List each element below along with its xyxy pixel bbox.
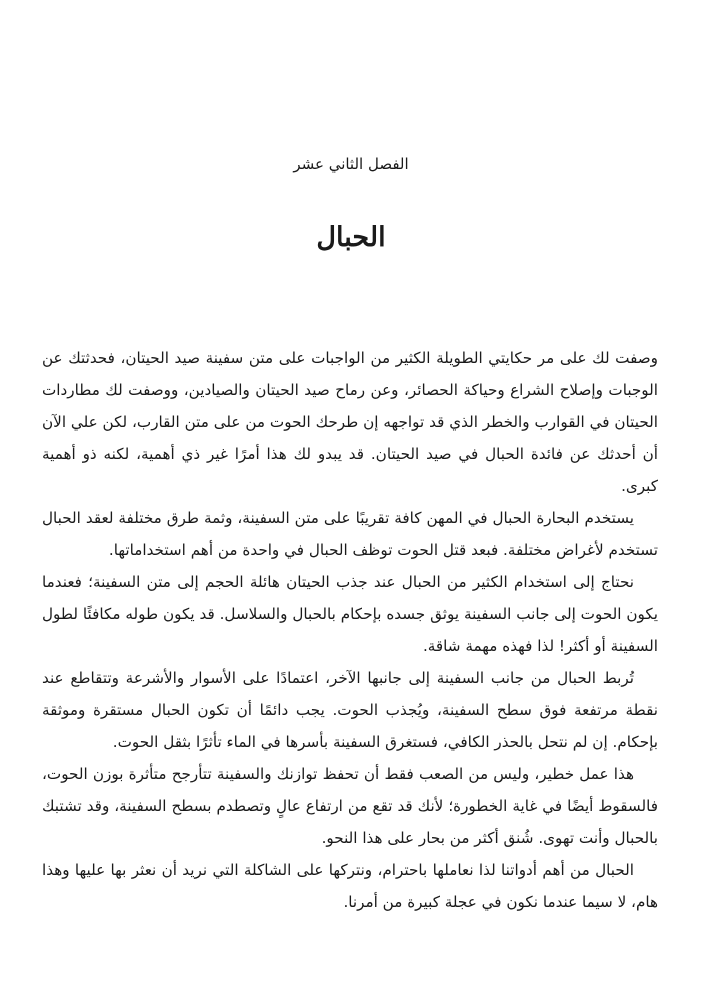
chapter-body (42, 342, 658, 918)
paragraph-2: يستخدم البحارة الحبال في المهن كافة تقريبًا على متن السفينة، وثمة طرق مختلفة لعقد الحبال تستخدم لأغراض مختلفة. فبعد قتل الحوت توظف الحبال في واحدة من أهم استخداماتها. (42, 509, 658, 559)
paragraph-3: نحتاج إلى استخدام الكثير من الحبال عند جذب الحيتان هائلة الحجم إلى متن السفينة؛ فعندما يكون الحوت إلى جانب السفينة يوثق جسده بإحكام بالحبال والسلاسل. قد يكون طوله مكافئًا لطول السفينة أو أكثر! لذا فهذه مهمة شاقة. (42, 573, 658, 655)
chapter-title: الحبال (316, 222, 386, 253)
paragraph-1: وصفت لك على مر حكايتي الطويلة الكثير من الواجبات على متن سفينة صيد الحيتان، فحدثتك عن الوجبات وإصلاح الشراع وحياكة الحصائر، وعن رماح صيد الحيتان والصيادين، ووصفت لك مطاردات الحيتان في القوارب والخطر الذي قد تواجهه إن طرحك الحوت من على متن القارب، لكن علي الآن أن أحدثك عن فائدة الحبال في صيد الحيتان. قد يبدو لك هذا أمرًا غير ذي أهمية، لكنه ذو أهمية كبرى. (42, 349, 658, 495)
chapter-number: الفصل الثاني عشر (293, 155, 409, 173)
paragraph-5: هذا عمل خطير، وليس من الصعب فقط أن تحفظ توازنك والسفينة تتأرجح متأثرة بوزن الحوت، فالسقوط أيضًا في غاية الخطورة؛ لأنك قد تقع من ارتفاع عالٍ وتصطدم بسطح السفينة، وقد تشتبك بالحبال وأنت تهوى. شُنق أكثر من بحار على هذا النحو. (42, 765, 658, 847)
paragraph-4: تُربط الحبال من جانب السفينة إلى جانبها الآخر، اعتمادًا على الأسوار والأشرعة وتتقاطع عند نقطة مرتفعة فوق سطح السفينة، ويُجذب الحوت. يجب دائمًا أن تكون الحبال مستقرة وموثقة بإحكام. إن لم نتحل بالحذر الكافي، فستغرق السفينة بأسرها في الماء تأثرًا بثقل الحوت. (42, 669, 658, 751)
paragraph-6: الحبال من أهم أدواتنا لذا نعاملها باحترام، ونتركها على الشاكلة التي نريد أن نعثر بها عليها وهذا هام، لا سيما عندما نكون في عجلة كبيرة من أمرنا. (42, 861, 658, 911)
